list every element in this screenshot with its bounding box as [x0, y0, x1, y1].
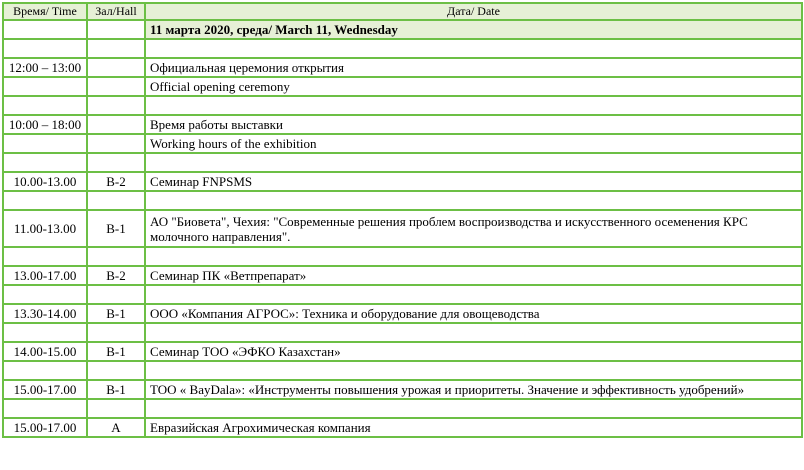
- spacer-row: [3, 399, 802, 418]
- event-title: АО "Биовета", Чехия: "Современные решения проблем воспроизводства и искусственного осеменения КРС молочного направления".: [145, 210, 802, 247]
- spacer-row: [3, 39, 802, 58]
- table-row: [3, 380, 802, 399]
- event-title-en: Working hours of the exhibition: [145, 134, 802, 153]
- header-time: Время/ Time: [3, 3, 87, 20]
- spacer-row: [3, 323, 802, 342]
- event-time: 10:00 – 18:00: [3, 115, 87, 134]
- event-title-en: Official opening ceremony: [145, 77, 802, 96]
- spacer-row: [3, 361, 802, 380]
- table-row: [3, 134, 802, 153]
- event-hall: В-1: [87, 342, 145, 361]
- event-hall: В-2: [87, 266, 145, 285]
- event-title: ООО «Компания АГРОС»: Техника и оборудование для овощеводства: [145, 304, 802, 323]
- event-title: Евразийская Агрохимическая компания: [145, 418, 802, 437]
- event-title: Семинар ПК «Ветпрепарат»: [145, 266, 802, 285]
- schedule-table: [2, 2, 803, 438]
- event-title: ТОО « BayDala»: «Инструменты повышения урожая и приоритеты. Значение и эффективность удобрений»: [145, 380, 802, 399]
- event-hall: А: [87, 418, 145, 437]
- spacer-row: [3, 96, 802, 115]
- event-hall: [87, 115, 145, 134]
- event-time: 13.30-14.00: [3, 304, 87, 323]
- date-row: [3, 20, 802, 39]
- event-time: 15.00-17.00: [3, 418, 87, 437]
- table-cell: [3, 77, 87, 96]
- spacer-row: [3, 285, 802, 304]
- event-title: Официальная церемония открытия: [145, 58, 802, 77]
- spacer-row: [3, 191, 802, 210]
- table-row: [3, 304, 802, 323]
- header-hall: Зал/Hall: [87, 3, 145, 20]
- date-title: 11 марта 2020, среда/ March 11, Wednesday: [145, 20, 802, 39]
- spacer-row: [3, 153, 802, 172]
- event-time: 15.00-17.00: [3, 380, 87, 399]
- table-row: [3, 266, 802, 285]
- event-hall: В-1: [87, 210, 145, 247]
- table-cell: [87, 20, 145, 39]
- event-hall: В-2: [87, 172, 145, 191]
- table-row: [3, 210, 802, 247]
- table-row: [3, 115, 802, 134]
- spacer-row: [3, 247, 802, 266]
- event-time: 14.00-15.00: [3, 342, 87, 361]
- event-hall: В-1: [87, 304, 145, 323]
- table-cell: [3, 20, 87, 39]
- event-hall: В-1: [87, 380, 145, 399]
- event-time: 12:00 – 13:00: [3, 58, 87, 77]
- table-row: [3, 58, 802, 77]
- event-time: 11.00-13.00: [3, 210, 87, 247]
- event-time: 13.00-17.00: [3, 266, 87, 285]
- table-row: [3, 342, 802, 361]
- table-row: [3, 172, 802, 191]
- event-title: Семинар FNPSMS: [145, 172, 802, 191]
- event-hall: [87, 58, 145, 77]
- event-title: Время работы выставки: [145, 115, 802, 134]
- header-date: Дата/ Date: [145, 3, 802, 20]
- header-row: [3, 3, 802, 20]
- table-cell: [87, 77, 145, 96]
- table-cell: [3, 134, 87, 153]
- table-cell: [87, 134, 145, 153]
- event-title: Семинар ТОО «ЭФКО Казахстан»: [145, 342, 802, 361]
- table-row: [3, 77, 802, 96]
- event-time: 10.00-13.00: [3, 172, 87, 191]
- table-row: [3, 418, 802, 437]
